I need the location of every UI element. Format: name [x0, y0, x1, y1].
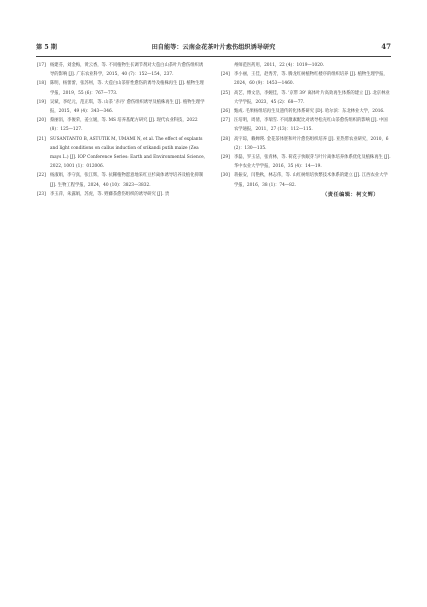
header-rule: [36, 56, 391, 57]
reference-text: 甄成. 毛果杨组培再生及遗传转化体系研究 [D]. 哈尔滨：东北林业大学，2016.: [234, 109, 385, 115]
reference-number: [25]: [221, 90, 230, 96]
reference-number: [26]: [221, 109, 230, 115]
reference-number: [18]: [37, 81, 46, 87]
reference-number: [24]: [221, 72, 230, 78]
reference-number: [17]: [37, 63, 46, 68]
running-title: 田自能等：云南金花茶叶片愈伤组织诱导研究: [151, 44, 276, 51]
reference-number: [22]: [37, 173, 46, 179]
reference-number: [28]: [221, 136, 230, 142]
reference-text: 杨建芬，刘金梅，黄云香，等. 不同植物生长调节剂对大苞白山茶叶片愈伤组织诱导的影响 [J]. 广东农业科学，2015，40 (7)：152—154，237.: [50, 63, 204, 78]
reference-number: [23]: [37, 191, 46, 197]
reference-item: [37, 98, 207, 116]
reference-text: 陈明，杨蕾蕾，张苏州，等. 大苞白山茶肝性愈伤的诱导及植株再生 [J]. 植物生理学报，2019，55 (6)：767—773.: [50, 81, 204, 96]
reference-number: [21]: [37, 136, 46, 142]
reference-item: [221, 89, 391, 107]
reference-text: 蒋振安，闫艳秋，林志伟，等. 山红树组培快繁技术体系的建立 [J]. 江西农业大学学报，2016，38 (1)：74—82.: [234, 173, 388, 188]
reference-item: [221, 61, 391, 70]
reference-column-right: [221, 61, 391, 200]
reference-text: 杨淑娟，李守真，张江辉，等. 抗稀植物愿意地采红豆杉离体诱导培养及植化抑制 [J]. 生物工程学报，2024，40 (10)：3823—3832.: [50, 173, 204, 188]
editor-note: （责任编辑：柯文辉）: [322, 191, 379, 198]
reference-number: [19]: [37, 99, 46, 105]
reference-text: 吴斌，李纪元，范正琪，等. 山茶 '赤丹' 愈伤组织诱导及植株再生 [J]. 植物生理学报，2015，49 (4)：343—346.: [50, 99, 205, 115]
reference-item: [221, 116, 391, 134]
reference-item: [37, 171, 207, 189]
reference-text: 高宇琼，赖婵瑛. 金花茶体胚和叶片愈伤组织培养 [J]. 亚热带农业研究，2010，6 (2)：130—135.: [234, 136, 389, 151]
reference-text: 高艺，傅文浩，李婉佳，等. '京带 39' 离体叶片高效再生体系的建立 [J]. 北京林业大学学报，2023，45 (2)：68—77.: [234, 90, 390, 105]
issue-number: 第 5 期: [36, 44, 57, 51]
reference-text: 李磊，罗玉洁，张青林，等. 荷花子快眠芽与叶片离体培养体系优化及植株再生 [J]. 华中农业大学学报，2016，35 (4)：14—19.: [234, 155, 391, 170]
reference-number: [20]: [37, 118, 46, 124]
reference-item: [221, 153, 391, 171]
reference-item: [37, 116, 207, 134]
reference-item: [37, 79, 207, 97]
reference-column-left: [37, 61, 207, 199]
running-header: [36, 42, 391, 54]
reference-text: 州师范医药用，2011，22 (4)：1019—1020.: [234, 63, 325, 68]
reference-item: [221, 171, 391, 189]
reference-number: [29]: [221, 155, 230, 161]
reference-item: [37, 61, 207, 79]
reference-number: [27]: [221, 118, 230, 124]
reference-text: 蔡丽涓，李俊荣，姜立媛，等. MS 培养基配方研究 [J]. 现代农业科技，2022 (8)：125—127.: [50, 118, 198, 133]
reference-number: [30]: [221, 173, 230, 179]
reference-text: 汪培明，周倩，李瑞雪. 不同激素配比对诱导松壳红山茶愈伤组织的影响 [J]. 中国农学通报，2011，27 (13)：112—115.: [234, 118, 388, 133]
reference-text: 李小丽，王佳，赵秀芳，等. 腾龙红树植物红楼序的组织培养 [J]. 植物生理学报，2024，60 (9)：1453—1460.: [234, 72, 388, 87]
reference-text: SUSANTANTO B, ASTUTIK M, UMAMI N, et al. The effect of explants and light conditions on callus induction of srikandi putih maize (Zea mays L.) [J]. IOP Conference Series: Earth and Environmental Science, 2022, 1001 (1)：012006.: [50, 136, 206, 170]
reference-item: [37, 190, 207, 199]
reference-item: [37, 135, 207, 172]
reference-item: [221, 135, 391, 153]
reference-item: [221, 107, 391, 116]
page-number: 47: [381, 42, 391, 51]
reference-text: 李玉萍，朱露娟，苏虎，等. 野藤茶愈伤组织的诱导研究 [J]. 贵: [50, 191, 170, 197]
reference-item: [221, 70, 391, 88]
